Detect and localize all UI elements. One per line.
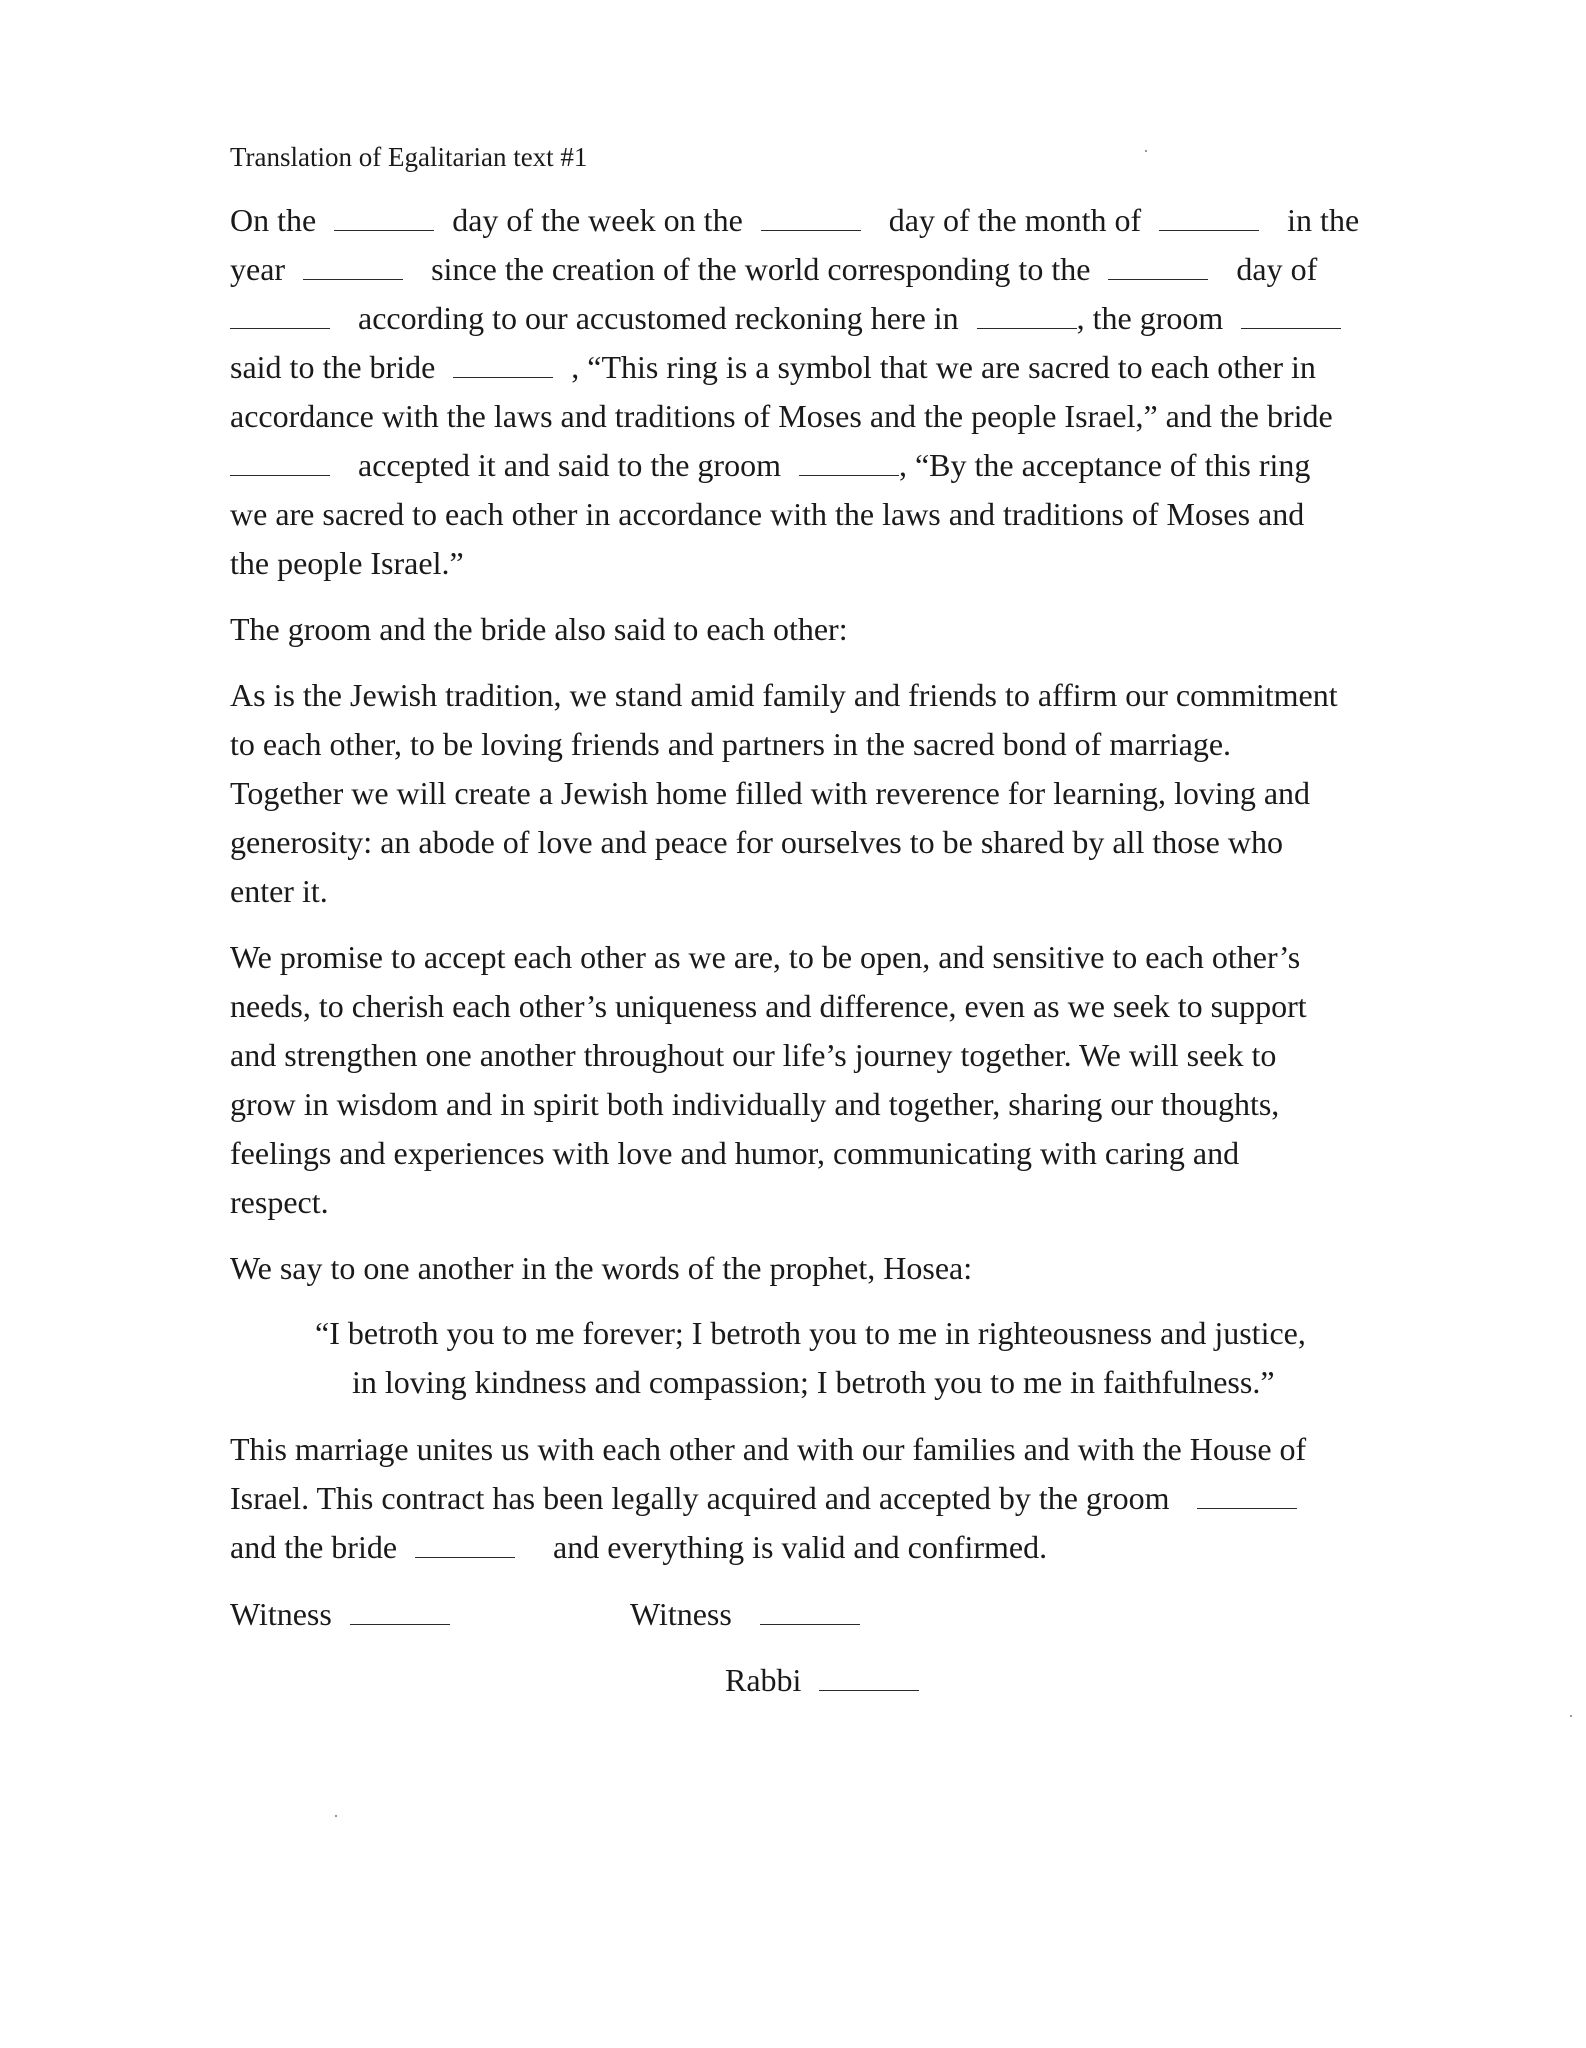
rabbi-label: Rabbi — [725, 1662, 802, 1698]
witness-2-line — [630, 1594, 860, 1634]
text-on-the: On the — [230, 202, 317, 238]
blank-month — [1159, 207, 1259, 231]
witness-1-label: Witness — [230, 1596, 332, 1632]
blank-secular-day — [1108, 256, 1208, 280]
text-the-groom: , the groom — [1076, 300, 1224, 336]
p1-line-2 — [230, 249, 1317, 289]
text-ring-symbol: , “This ring is a symbol that we are sacred to each other in — [571, 349, 1316, 385]
witness-2-label: Witness — [630, 1596, 732, 1632]
blank-witness-2 — [760, 1601, 860, 1625]
p1-line-6 — [230, 445, 1310, 485]
p4-line-3: and strengthen one another throughout our life’s journey together. We will seek to — [230, 1037, 1277, 1073]
p4-line-2: needs, to cherish each other’s uniqueness and difference, even as we seek to support — [230, 988, 1307, 1024]
p4-line-1: We promise to accept each other as we are, to be open, and sensitive to each other’s — [230, 939, 1301, 975]
p1-line-4 — [230, 347, 1316, 387]
quote-line-2: in loving kindness and compassion; I betroth you to me in faithfulness.” — [352, 1364, 1275, 1400]
blank-secular-month — [230, 305, 330, 329]
p3-line-2: to each other, to be loving friends and partners in the sacred bond of marriage. — [230, 726, 1232, 762]
text-since-creation: since the creation of the world corresponding to the — [431, 251, 1091, 287]
p1-line-7: we are sacred to each other in accordance with the laws and traditions of Moses and — [230, 496, 1305, 532]
text-day-of: day of — [1236, 251, 1318, 287]
scan-speck — [335, 1815, 337, 1817]
blank-rabbi — [819, 1667, 919, 1691]
p4-line-5: feelings and experiences with love and humor, communicating with caring and — [230, 1135, 1240, 1171]
text-legally-acquired: Israel. This contract has been legally acquired and accepted by the groom — [230, 1480, 1170, 1516]
blank-day-of-month — [761, 207, 861, 231]
p6-line-2 — [230, 1478, 1297, 1518]
p2-line: The groom and the bride also said to each other: — [230, 611, 848, 647]
p1-line-5: accordance with the laws and traditions of Moses and the people Israel,” and the bride — [230, 398, 1333, 434]
p3-line-1: As is the Jewish tradition, we stand amid family and friends to affirm our commitment — [230, 677, 1338, 713]
scan-speck — [1145, 150, 1147, 152]
p3-line-3: Together we will create a Jewish home filled with reverence for learning, loving and — [230, 775, 1311, 811]
blank-weekday — [334, 207, 434, 231]
blank-groom-name-2 — [799, 452, 899, 476]
blank-groom-name — [1241, 305, 1341, 329]
p1-line-8: the people Israel.” — [230, 545, 464, 581]
text-acceptance-ring: , “By the acceptance of this ring — [898, 447, 1311, 483]
p4-line-4: grow in wisdom and in spirit both individually and together, sharing our thoughts, — [230, 1086, 1280, 1122]
witness-1-line — [230, 1594, 450, 1634]
text-and-the-bride: and the bride — [230, 1529, 398, 1565]
blank-bride-name — [453, 354, 553, 378]
p6-line-3 — [230, 1527, 1047, 1567]
p1-line-3 — [230, 298, 1341, 338]
text-day-of-month: day of the month of — [888, 202, 1142, 238]
p4-line-6: respect. — [230, 1184, 329, 1220]
p1-line-1 — [230, 200, 1359, 240]
blank-bride-name-3 — [415, 1534, 515, 1558]
text-said-to-bride: said to the bride — [230, 349, 436, 385]
blank-bride-name-2 — [230, 452, 330, 476]
quote-line-1: “I betroth you to me forever; I betroth you to me in righteousness and justice, — [315, 1315, 1306, 1351]
text-day-of-week: day of the week on the — [452, 202, 743, 238]
text-in-the: in the — [1287, 202, 1360, 238]
text-year: year — [230, 251, 286, 287]
rabbi-line — [725, 1660, 919, 1700]
blank-witness-1 — [350, 1601, 450, 1625]
p3-line-5: enter it. — [230, 873, 328, 909]
text-valid-confirmed: and everything is valid and confirmed. — [553, 1529, 1048, 1565]
p3-line-4: generosity: an abode of love and peace for ourselves to be shared by all those who — [230, 824, 1283, 860]
document-heading: Translation of Egalitarian text #1 — [230, 142, 588, 172]
blank-groom-name-3 — [1197, 1485, 1297, 1509]
p5-line: We say to one another in the words of the prophet, Hosea: — [230, 1250, 973, 1286]
blank-year — [303, 256, 403, 280]
text-accepted-it: accepted it and said to the groom — [358, 447, 781, 483]
text-reckoning: according to our accustomed reckoning here in — [358, 300, 959, 336]
blank-place — [977, 305, 1077, 329]
scan-speck — [1570, 1715, 1572, 1717]
p6-line-1: This marriage unites us with each other and with our families and with the House of — [230, 1431, 1307, 1467]
